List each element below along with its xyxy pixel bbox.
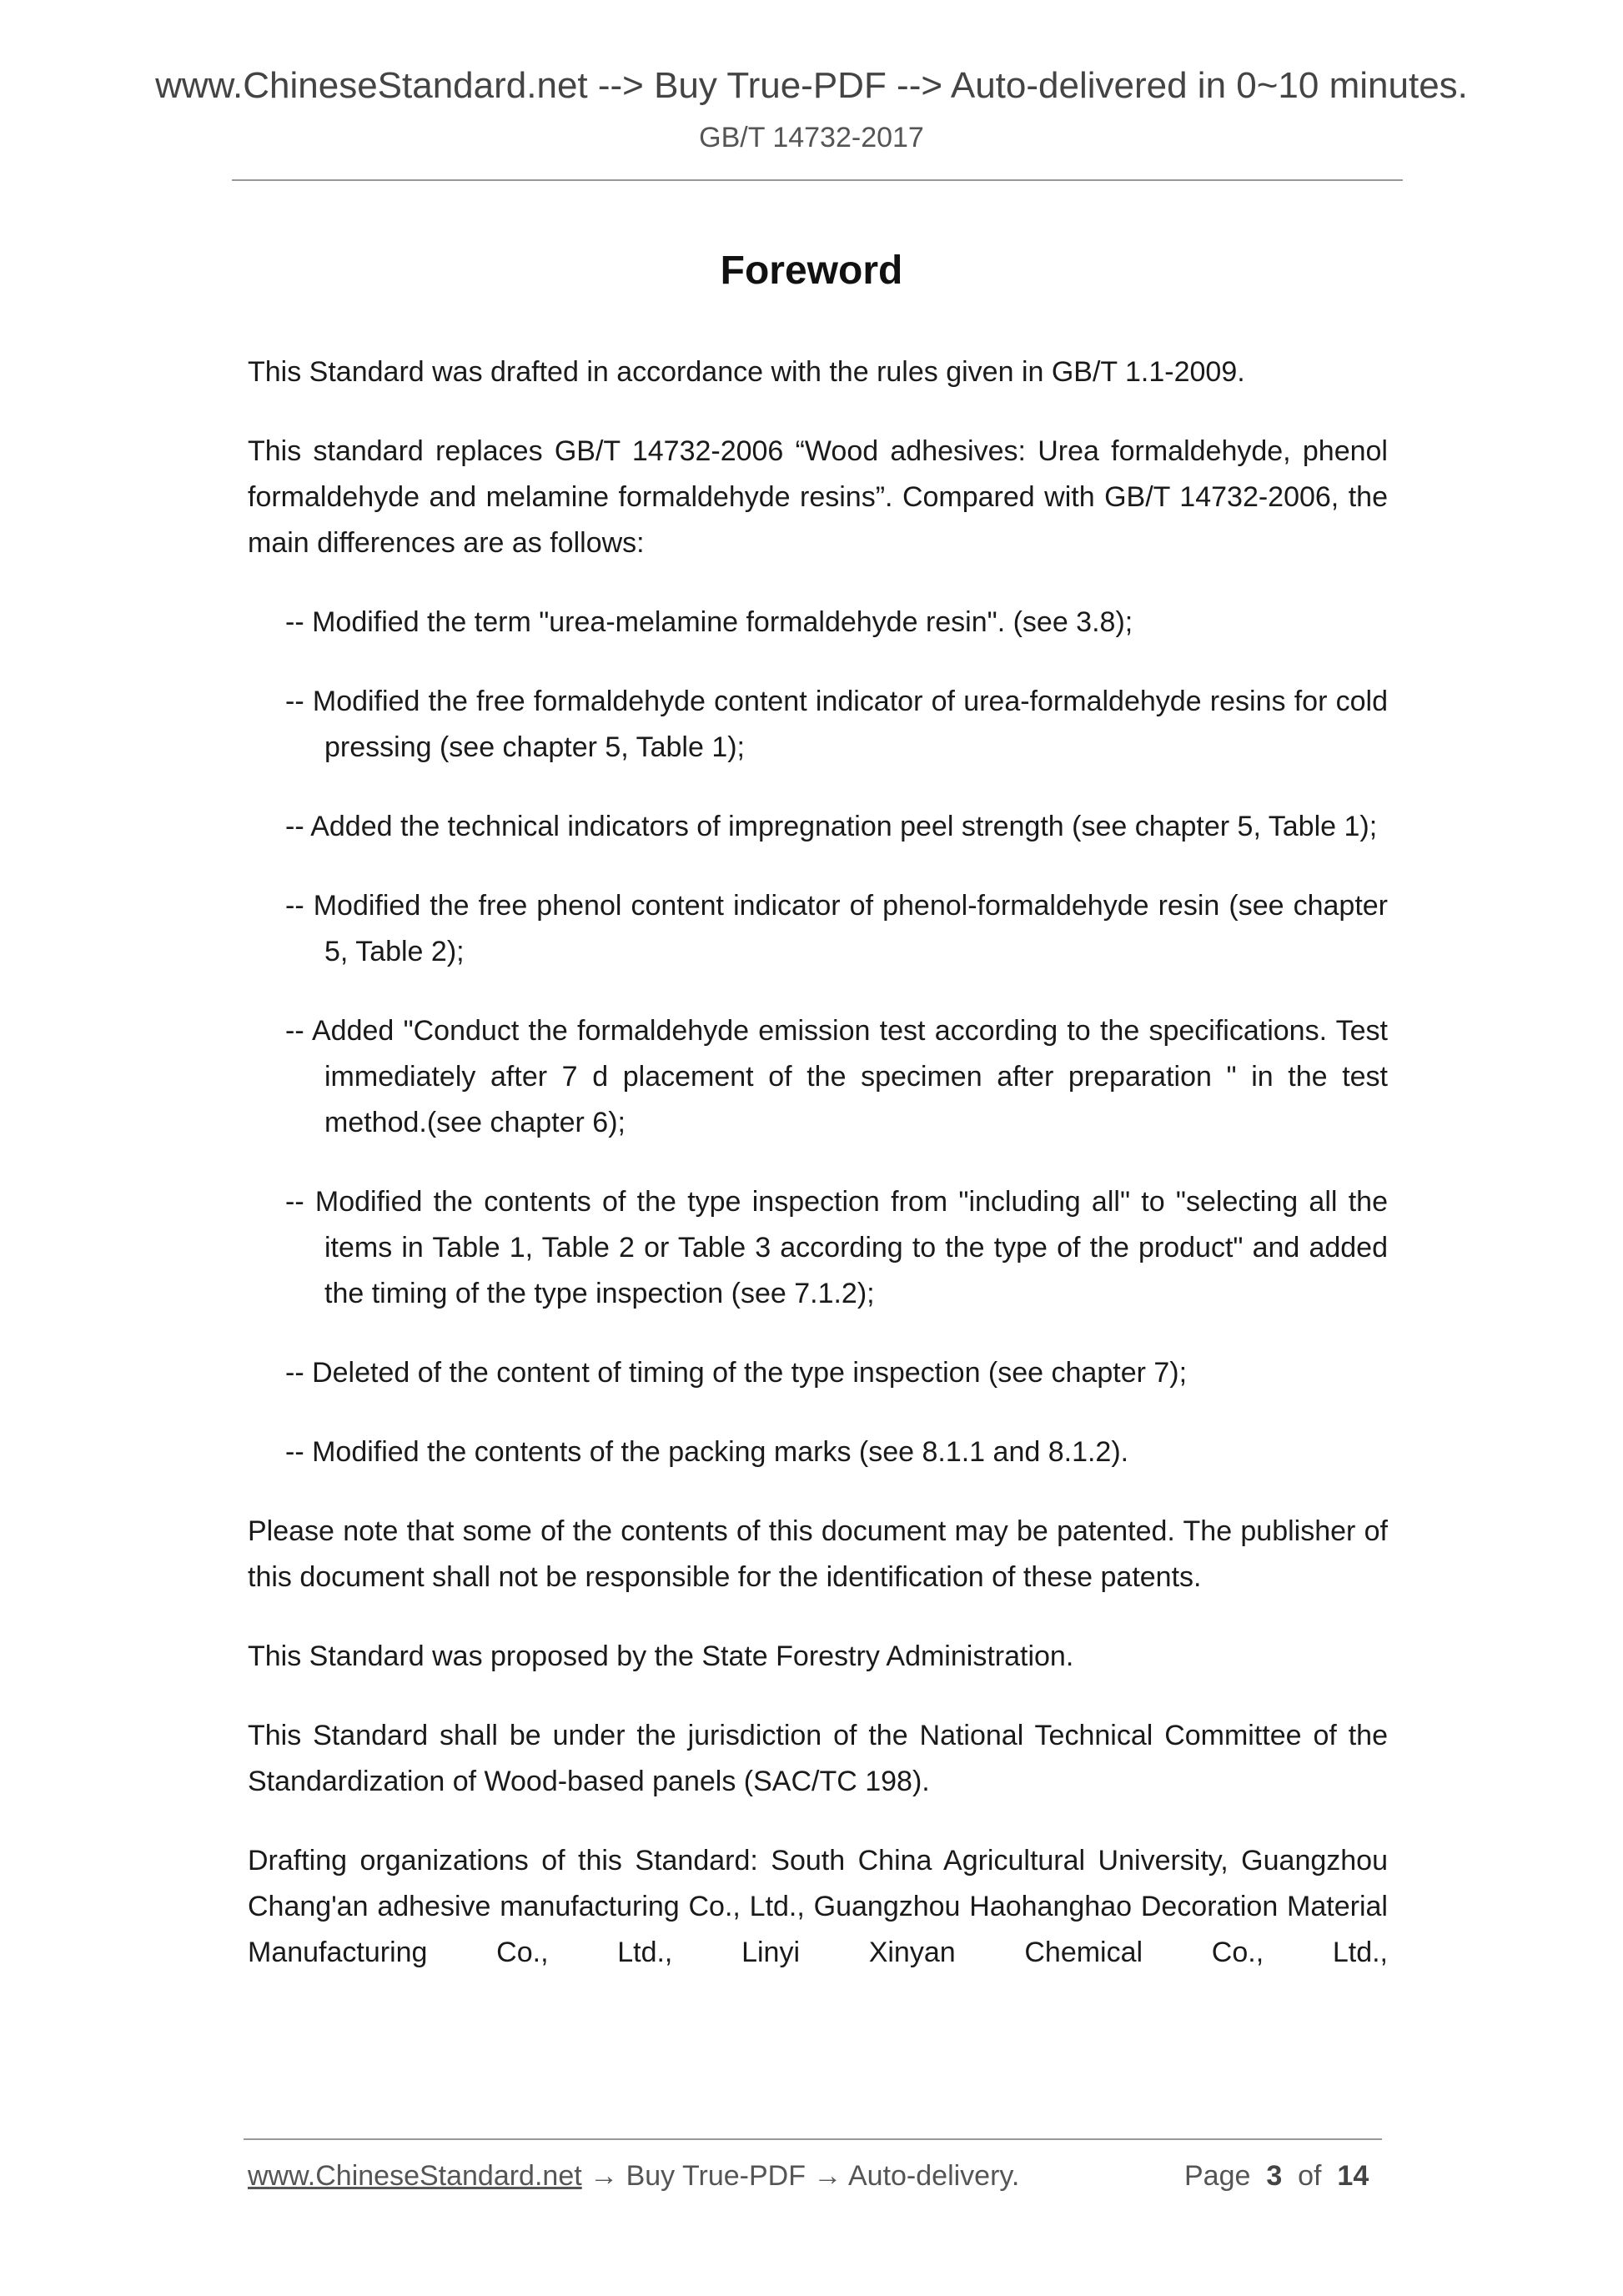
list-item: -- Modified the term "urea-melamine formaldehyde resin". (see 3.8); [285,606,1133,638]
footer-tagline: → Buy True-PDF → Auto-delivery. [581,2160,1020,2192]
list-item: -- Modified the contents of the type inspection from "including all" to "selecting all the items in Table 1, Table 2 or Table 3 according to the type of the product" and added the timing of the type inspection (see 7.1.2); [285,1186,1388,1309]
paragraph: Drafting organizations of this Standard: South China Agricultural University, Guangzhou Chang'an adhesive manufacturing Co., Ltd., Guangzhou Haohanghao Decoration Material Manufacturing Co., Ltd., Linyi Xinyan Chemical Co., Ltd., [248,1845,1388,1968]
list-item: -- Deleted of the content of timing of the type inspection (see chapter 7); [285,1357,1188,1389]
list-item: -- Modified the free phenol content indicator of phenol-formaldehyde resin (see chapter 5, Table 2); [285,890,1388,967]
list-item: -- Modified the free formaldehyde content indicator of urea-formaldehyde resins for cold pressing (see chapter 5, Table 1); [285,686,1388,763]
paragraph: This Standard was proposed by the State Forestry Administration. [248,1640,1074,1672]
page-current: 3 [1266,2160,1283,2192]
document-body [248,349,1388,2009]
page-total: 14 [1337,2160,1369,2192]
page-label: Page [1184,2160,1251,2192]
paragraph: Please note that some of the contents of this document may be patented. The publisher of this document shall not be responsible for the identification of these patents. [248,1515,1388,1593]
list-item: -- Added the technical indicators of impregnation peel strength (see chapter 5, Table 1); [285,811,1378,842]
page-title: Foreword [720,249,903,293]
list-item: -- Added "Conduct the formaldehyde emission test according to the specifications. Test immediately after 7 d placement of the specimen after preparation " in the test method.(see chapter 6); [285,1015,1388,1138]
page-of-label: of [1298,2160,1322,2192]
paragraph: This Standard shall be under the jurisdiction of the National Technical Committee of the Standardization of Wood-based panels (SAC/TC 198). [248,1720,1388,1797]
header-banner: www.ChineseStandard.net --> Buy True-PDF --> Auto-delivered in 0~10 minutes. [155,65,1468,106]
footer-link[interactable]: www.ChineseStandard.net [248,2160,582,2192]
list-item: -- Modified the contents of the packing marks (see 8.1.1 and 8.1.2). [285,1436,1129,1468]
paragraph: This standard replaces GB/T 14732-2006 “Wood adhesives: Urea formaldehyde, phenol formaldehyde and melamine formaldehyde resins”. Compared with GB/T 14732-2006, the main differences are as follows: [248,435,1388,559]
footer-divider [244,2138,1382,2140]
standard-id: GB/T 14732-2017 [699,122,924,153]
header-divider [232,179,1403,181]
paragraph: This Standard was drafted in accordance with the rules given in GB/T 1.1-2009. [248,356,1245,388]
footer-left [248,2160,1019,2193]
page-indicator [1184,2160,1369,2193]
